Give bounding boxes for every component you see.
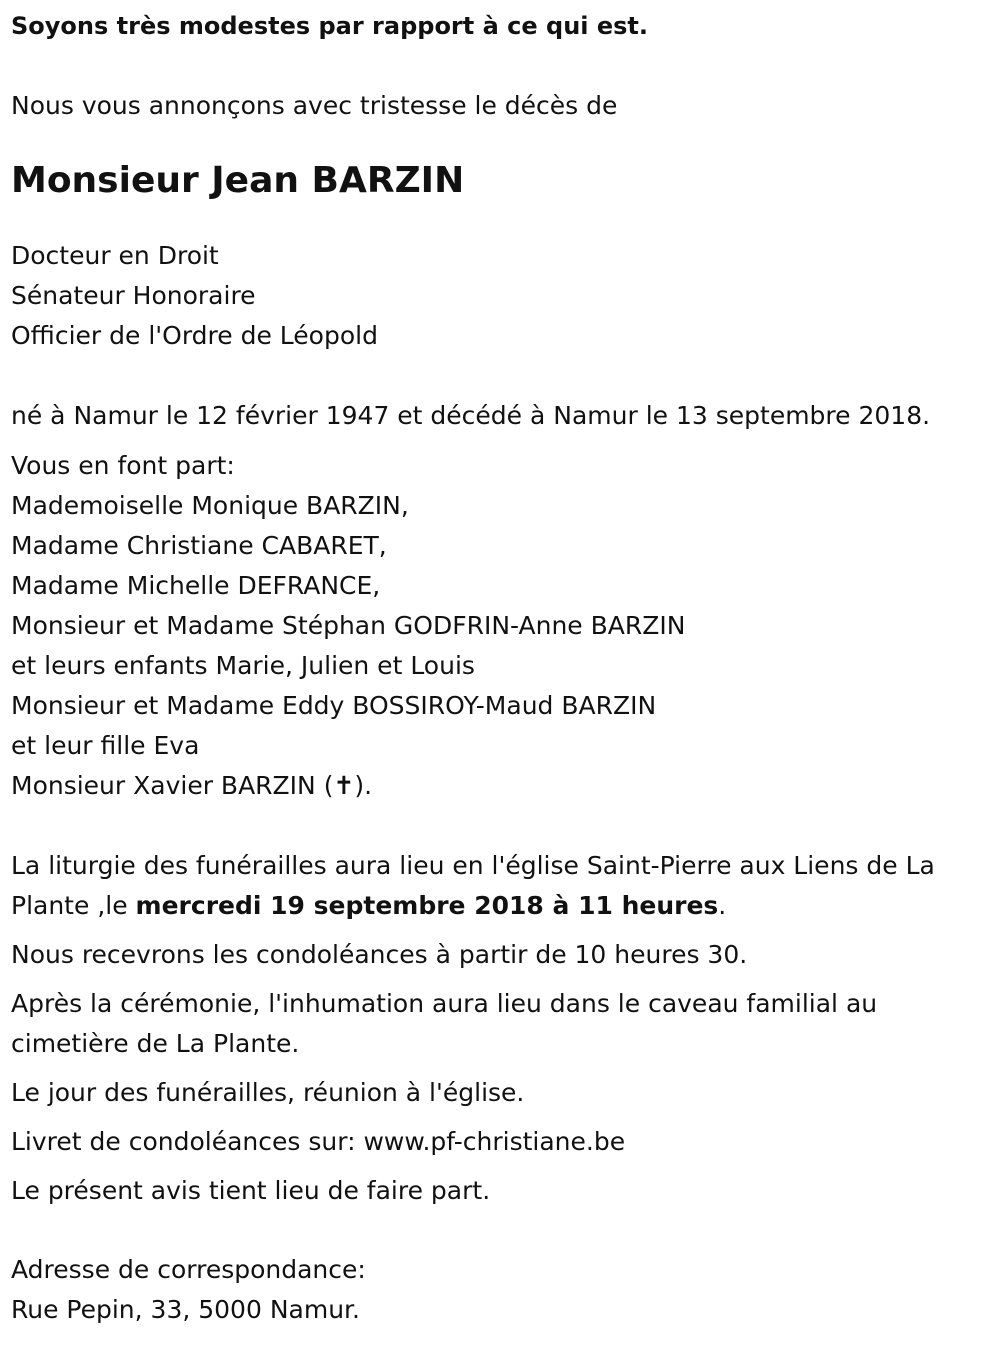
title-line: Officier de l'Ordre de Léopold bbox=[11, 321, 378, 350]
condolences-paragraph: Nous recevrons les condoléances à partir de 10 heures 30. bbox=[11, 940, 748, 969]
family-intro: Vous en font part: bbox=[11, 451, 235, 480]
family-member: et leurs enfants Marie, Julien et Louis bbox=[11, 651, 475, 680]
family-member: Madame Michelle DEFRANCE, bbox=[11, 571, 381, 600]
family-member: Madame Christiane CABARET, bbox=[11, 531, 387, 560]
family-member-deceased bbox=[11, 766, 990, 806]
announcement: Nous vous annonçons avec tristesse le décès de bbox=[11, 91, 618, 120]
title-line: Sénateur Honoraire bbox=[11, 281, 256, 310]
family-member-name: Monsieur Xavier BARZIN ( bbox=[11, 771, 334, 800]
birth-death-dates: né à Namur le 12 février 1947 et décédé à Namur le 13 septembre 2018. bbox=[11, 401, 931, 430]
family-list bbox=[11, 486, 990, 806]
family-member: et leur fille Eva bbox=[11, 731, 200, 760]
cross-icon: ✝ bbox=[333, 771, 355, 800]
liturgy-end: . bbox=[718, 891, 727, 920]
family-member: Monsieur et Madame Eddy BOSSIROY-Maud BARZIN bbox=[11, 691, 657, 720]
liturgy-text: La liturgie des funérailles aura lieu en l'église Saint-Pierre aux Liens de La Plante ,le bbox=[11, 851, 935, 920]
notice-paragraph: Le présent avis tient lieu de faire part. bbox=[11, 1176, 491, 1205]
family-member-suffix: ). bbox=[354, 771, 373, 800]
family-member: Monsieur et Madame Stéphan GODFRIN-Anne BARZIN bbox=[11, 611, 686, 640]
address: Rue Pepin, 33, 5000 Namur. bbox=[11, 1295, 360, 1324]
address-label: Adresse de correspondance: bbox=[11, 1255, 366, 1284]
condolence-register: Livret de condoléances sur: www.pf-christiane.be bbox=[11, 1127, 626, 1156]
liturgy-date: mercredi 19 septembre 2018 à 11 heures bbox=[135, 891, 719, 920]
family-member: Mademoiselle Monique BARZIN, bbox=[11, 491, 409, 520]
titles-list bbox=[11, 236, 990, 356]
title-line: Docteur en Droit bbox=[11, 241, 219, 270]
liturgy-paragraph bbox=[11, 846, 990, 926]
burial-paragraph: Après la cérémonie, l'inhumation aura lieu dans le caveau familial au cimetière de La Plante. bbox=[11, 989, 878, 1058]
meeting-paragraph: Le jour des funérailles, réunion à l'église. bbox=[11, 1078, 525, 1107]
motto: Soyons très modestes par rapport à ce qui est. bbox=[11, 12, 649, 40]
deceased-name: Monsieur Jean BARZIN bbox=[11, 160, 465, 201]
